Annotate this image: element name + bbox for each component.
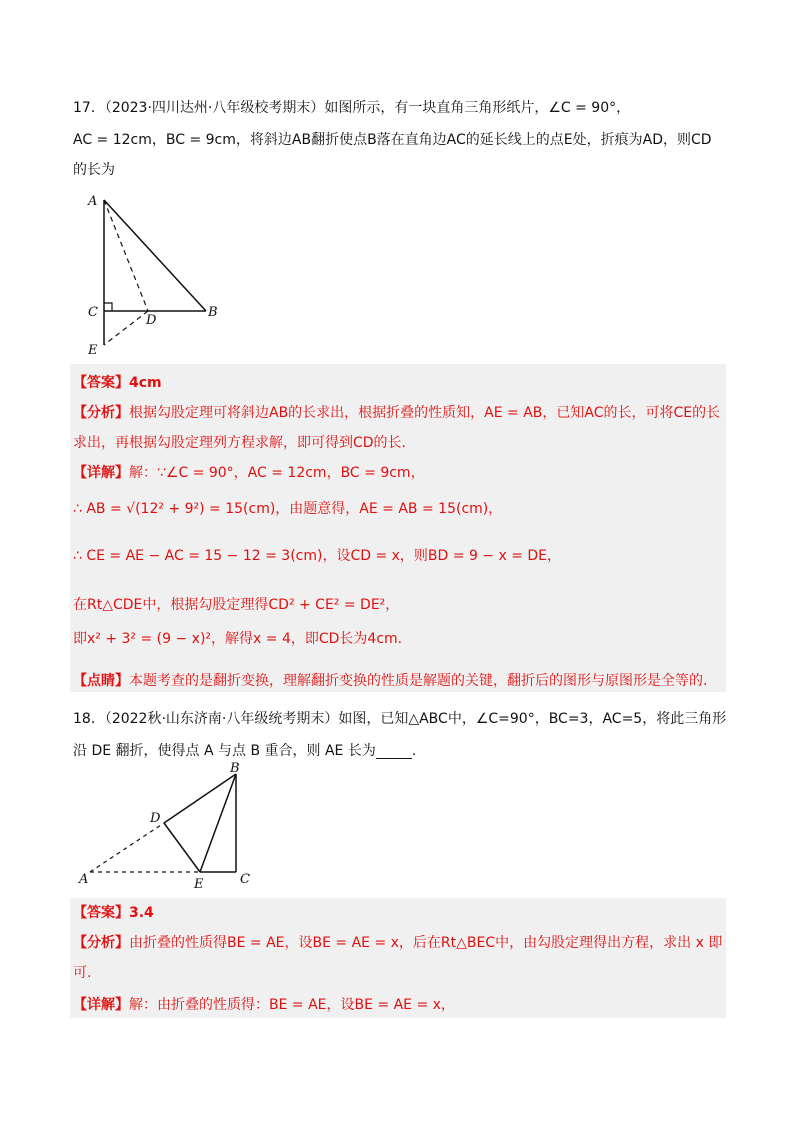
q17-analysis-line-1 <box>73 402 720 424</box>
q18-stem-period: . <box>411 743 417 759</box>
q17-fold-ad <box>104 200 148 311</box>
q17-detail-line-1 <box>73 462 425 484</box>
q18-answer-value: 3.4 <box>129 905 154 921</box>
q17-stem-line-2: AC = 12cm，BC = 9cm，将斜边AB翻折使点B落在直角边AC的延长线上的点E处，折痕为AD，则CD <box>73 132 712 148</box>
q17-label-c: C <box>88 305 98 320</box>
q17-label-a: A <box>88 194 98 209</box>
q18-fold-de <box>164 823 200 872</box>
q17-comment-tag: 【点睛】 <box>73 673 129 689</box>
q18-label-c: C <box>240 872 250 887</box>
q18-label-a: A <box>79 872 89 887</box>
q18-answer-tag: 【答案】 <box>73 905 129 921</box>
q18-stem-line-1: 18．（2022秋·山东济南·八年级统考期末）如图，已知△ABC中，∠C=90°，BC=3，AC=5，将此三角形 <box>73 711 727 727</box>
q17-answer-tag: 【答案】 <box>73 375 129 391</box>
q18-analysis-tag: 【分析】 <box>73 935 129 951</box>
q17-answer-value: 4cm <box>129 375 162 391</box>
q18-figure <box>76 760 266 892</box>
q18-analysis-text-1: 由折叠的性质得BE = AE，设BE = AE = x，后在Rt△BEC中，由勾股定理得出方程，求出 x 即 <box>129 935 723 951</box>
q17-analysis-text-1: 根据勾股定理可将斜边AB的长求出，根据折叠的性质知，AE = AB，已知AC的长，可将CE的长 <box>129 405 721 421</box>
q17-detail-tag: 【详解】 <box>73 465 129 481</box>
q18-answer-blank <box>376 744 412 759</box>
q17-right-angle-mark <box>104 303 112 311</box>
q17-detail-line-5: 即x² + 3² = (9 − x)²，解得x = 4，即CD长为4cm. <box>73 631 403 647</box>
q17-comment-line <box>73 670 707 692</box>
q17-stem-line-1: 17．（2023·四川达州·八年级校考期末）如图所示，有一块直角三角形纸片，∠C = 90°， <box>73 100 631 116</box>
q17-label-b: B <box>208 305 218 320</box>
q18-segment-be <box>200 774 236 872</box>
q18-label-d: D <box>150 811 161 826</box>
q18-label-e: E <box>194 877 204 892</box>
q17-segment-de <box>104 311 148 345</box>
q18-segment-ad <box>90 823 164 872</box>
q18-analysis-line-2: 可. <box>73 965 92 981</box>
q18-answer <box>73 902 154 924</box>
q17-figure <box>80 188 240 358</box>
q17-detail-line-2: ∴ AB = √(12² + 9²) = 15(cm)，由题意得，AE = AB = 15(cm)， <box>73 501 503 517</box>
q18-stem-text: 沿 DE 翻折，使得点 A 与点 B 重合，则 AE 长为 <box>73 743 376 759</box>
q17-label-d: D <box>146 313 157 328</box>
q17-detail-text-1: 解：∵∠C = 90°，AC = 12cm，BC = 9cm， <box>129 465 425 481</box>
q17-answer <box>73 372 162 394</box>
q17-stem-line-3: 的长为 <box>73 162 115 178</box>
q17-detail-line-4: 在Rt△CDE中，根据勾股定理得CD² + CE² = DE²， <box>73 597 400 613</box>
q18-stem-line-2 <box>73 740 416 762</box>
q17-label-e: E <box>88 343 98 358</box>
q17-comment-text: 本题考查的是翻折变换，理解翻折变换的性质是解题的关键，翻折后的图形与原图形是全等的. <box>129 673 708 689</box>
q18-detail-line-1 <box>73 994 455 1016</box>
q18-label-b: B <box>230 761 240 776</box>
q18-detail-text-1: 解：由折叠的性质得：BE = AE，设BE = AE = x， <box>129 997 455 1013</box>
q18-analysis-line-1 <box>73 932 722 954</box>
q18-detail-tag: 【详解】 <box>73 997 129 1013</box>
q17-detail-line-3: ∴ CE = AE − AC = 15 − 12 = 3(cm)，设CD = x，则BD = 9 − x = DE， <box>73 548 562 564</box>
q17-analysis-tag: 【分析】 <box>73 405 129 421</box>
q17-side-ab <box>104 200 206 311</box>
q18-side-db <box>164 774 236 823</box>
q17-analysis-line-2: 求出，再根据勾股定理列方程求解，即可得到CD的长. <box>73 435 407 451</box>
